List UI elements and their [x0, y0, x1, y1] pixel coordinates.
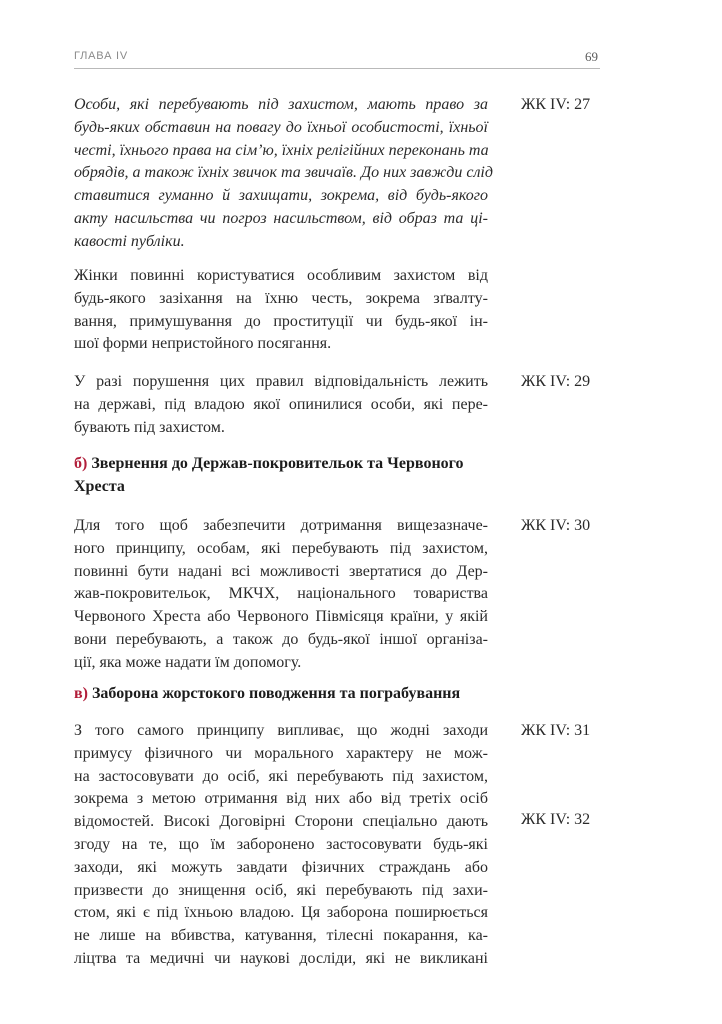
text-line: ставитися гуманно й захищати, зокрема, від будь-якого	[74, 187, 488, 205]
running-header	[74, 48, 600, 70]
text-line: ліцтва та медичні чи наукові досліди, які не викликані	[74, 949, 488, 967]
margin-reference: ЖК IV: 29	[521, 373, 591, 390]
text-line: на застосовувати до осіб, які перебувають під захистом,	[74, 767, 488, 785]
text-line: акту насильства чи погроз насильством, від образ та ці-	[74, 209, 488, 227]
text-line: обрядів, а також їхніх звичок та звичаїв. До них завжди слід	[74, 164, 493, 182]
responsibility-paragraph	[74, 371, 488, 439]
header-rule	[74, 68, 600, 69]
section-heading-b	[74, 453, 488, 499]
text-line: З того самого принципу випливає, що жодні заходи	[74, 722, 488, 739]
section-heading-text: Хреста	[74, 477, 125, 495]
margin-reference: ЖК IV: 32	[521, 811, 591, 828]
text-line: будь-якого зазіхання на їхню честь, зокрема зґвалту-	[74, 289, 488, 307]
text-line: кавості публіки.	[74, 232, 185, 250]
text-line: ції, яка може надати їм допомогу.	[74, 653, 302, 671]
chapter-title: ГЛАВА IV	[74, 50, 129, 62]
text-line: Для того щоб забезпечити дотримання вищезазначе-	[74, 517, 488, 534]
text-line: відомостей. Високі Договірні Сторони спеціально дають	[74, 813, 488, 831]
text-line: стом, які є під їхньою владою. Ця заборона поширюється	[74, 904, 488, 922]
text-line: Червоного Хреста або Червоного Півмісяця країни, у якій	[74, 608, 488, 626]
section-letter: в)	[74, 685, 88, 702]
text-line: вання, примушування до проституції чи будь-якої ін-	[74, 312, 488, 330]
text-line: призвести до знищення осіб, які перебувають під захи-	[74, 881, 488, 899]
women-paragraph	[74, 265, 488, 356]
text-line: шої форми непристойного посягання.	[74, 335, 332, 353]
text-line: вони перебувають, а також до будь-якої іншої організа-	[74, 630, 488, 648]
text-line: ного принципу, особам, які перебувають під захистом,	[74, 539, 488, 557]
appeal-paragraph	[74, 515, 488, 675]
section-letter: б)	[74, 455, 88, 472]
text-line: честі, їхнього права на сім’ю, їхніх релігійних переконань та	[74, 141, 489, 159]
section-heading-c	[74, 683, 488, 706]
margin-reference: ЖК IV: 27	[521, 96, 591, 113]
text-line: будь-яких обставин на повагу до їхньої особистості, їхньої	[74, 118, 488, 136]
text-line: не лише на вбивства, катування, тілесні покарання, ка-	[74, 927, 488, 945]
text-line: жав-покровительок, МКЧХ, національного товариства	[74, 585, 488, 603]
text-line: згоду на те, що їм заборонено застосовувати будь-які	[74, 835, 488, 853]
prohibition-paragraph	[74, 720, 488, 971]
text-line: Особи, які перебувають під захистом, мають право за	[74, 96, 488, 113]
margin-reference: ЖК IV: 30	[521, 517, 591, 534]
text-line: заходи, які можуть завдати фізичних страждань або	[74, 858, 488, 876]
text-line: примусу фізичного чи морального характеру не мож-	[74, 744, 488, 762]
page-number: 69	[585, 49, 598, 64]
section-heading-text: Заборона жорстокого поводження та пограбування	[91, 685, 461, 702]
text-line: У разі порушення цих правил відповідальність лежить	[74, 373, 488, 390]
text-line: на державі, під владою якої опинилися особи, які пере-	[74, 395, 488, 413]
section-heading-text: Звернення до Держав-покровительок та Червоного	[91, 455, 464, 472]
quote-paragraph	[74, 94, 493, 254]
text-line: повинні бути надані всі можливості звертатися до Дер-	[74, 562, 488, 580]
text-line: зокрема з метою отримання від них або від третіх осіб	[74, 790, 488, 808]
text-line: бувають під захистом.	[74, 418, 225, 436]
margin-reference: ЖК IV: 31	[521, 722, 591, 739]
text-line: Жінки повинні користуватися особливим захистом від	[74, 267, 488, 284]
